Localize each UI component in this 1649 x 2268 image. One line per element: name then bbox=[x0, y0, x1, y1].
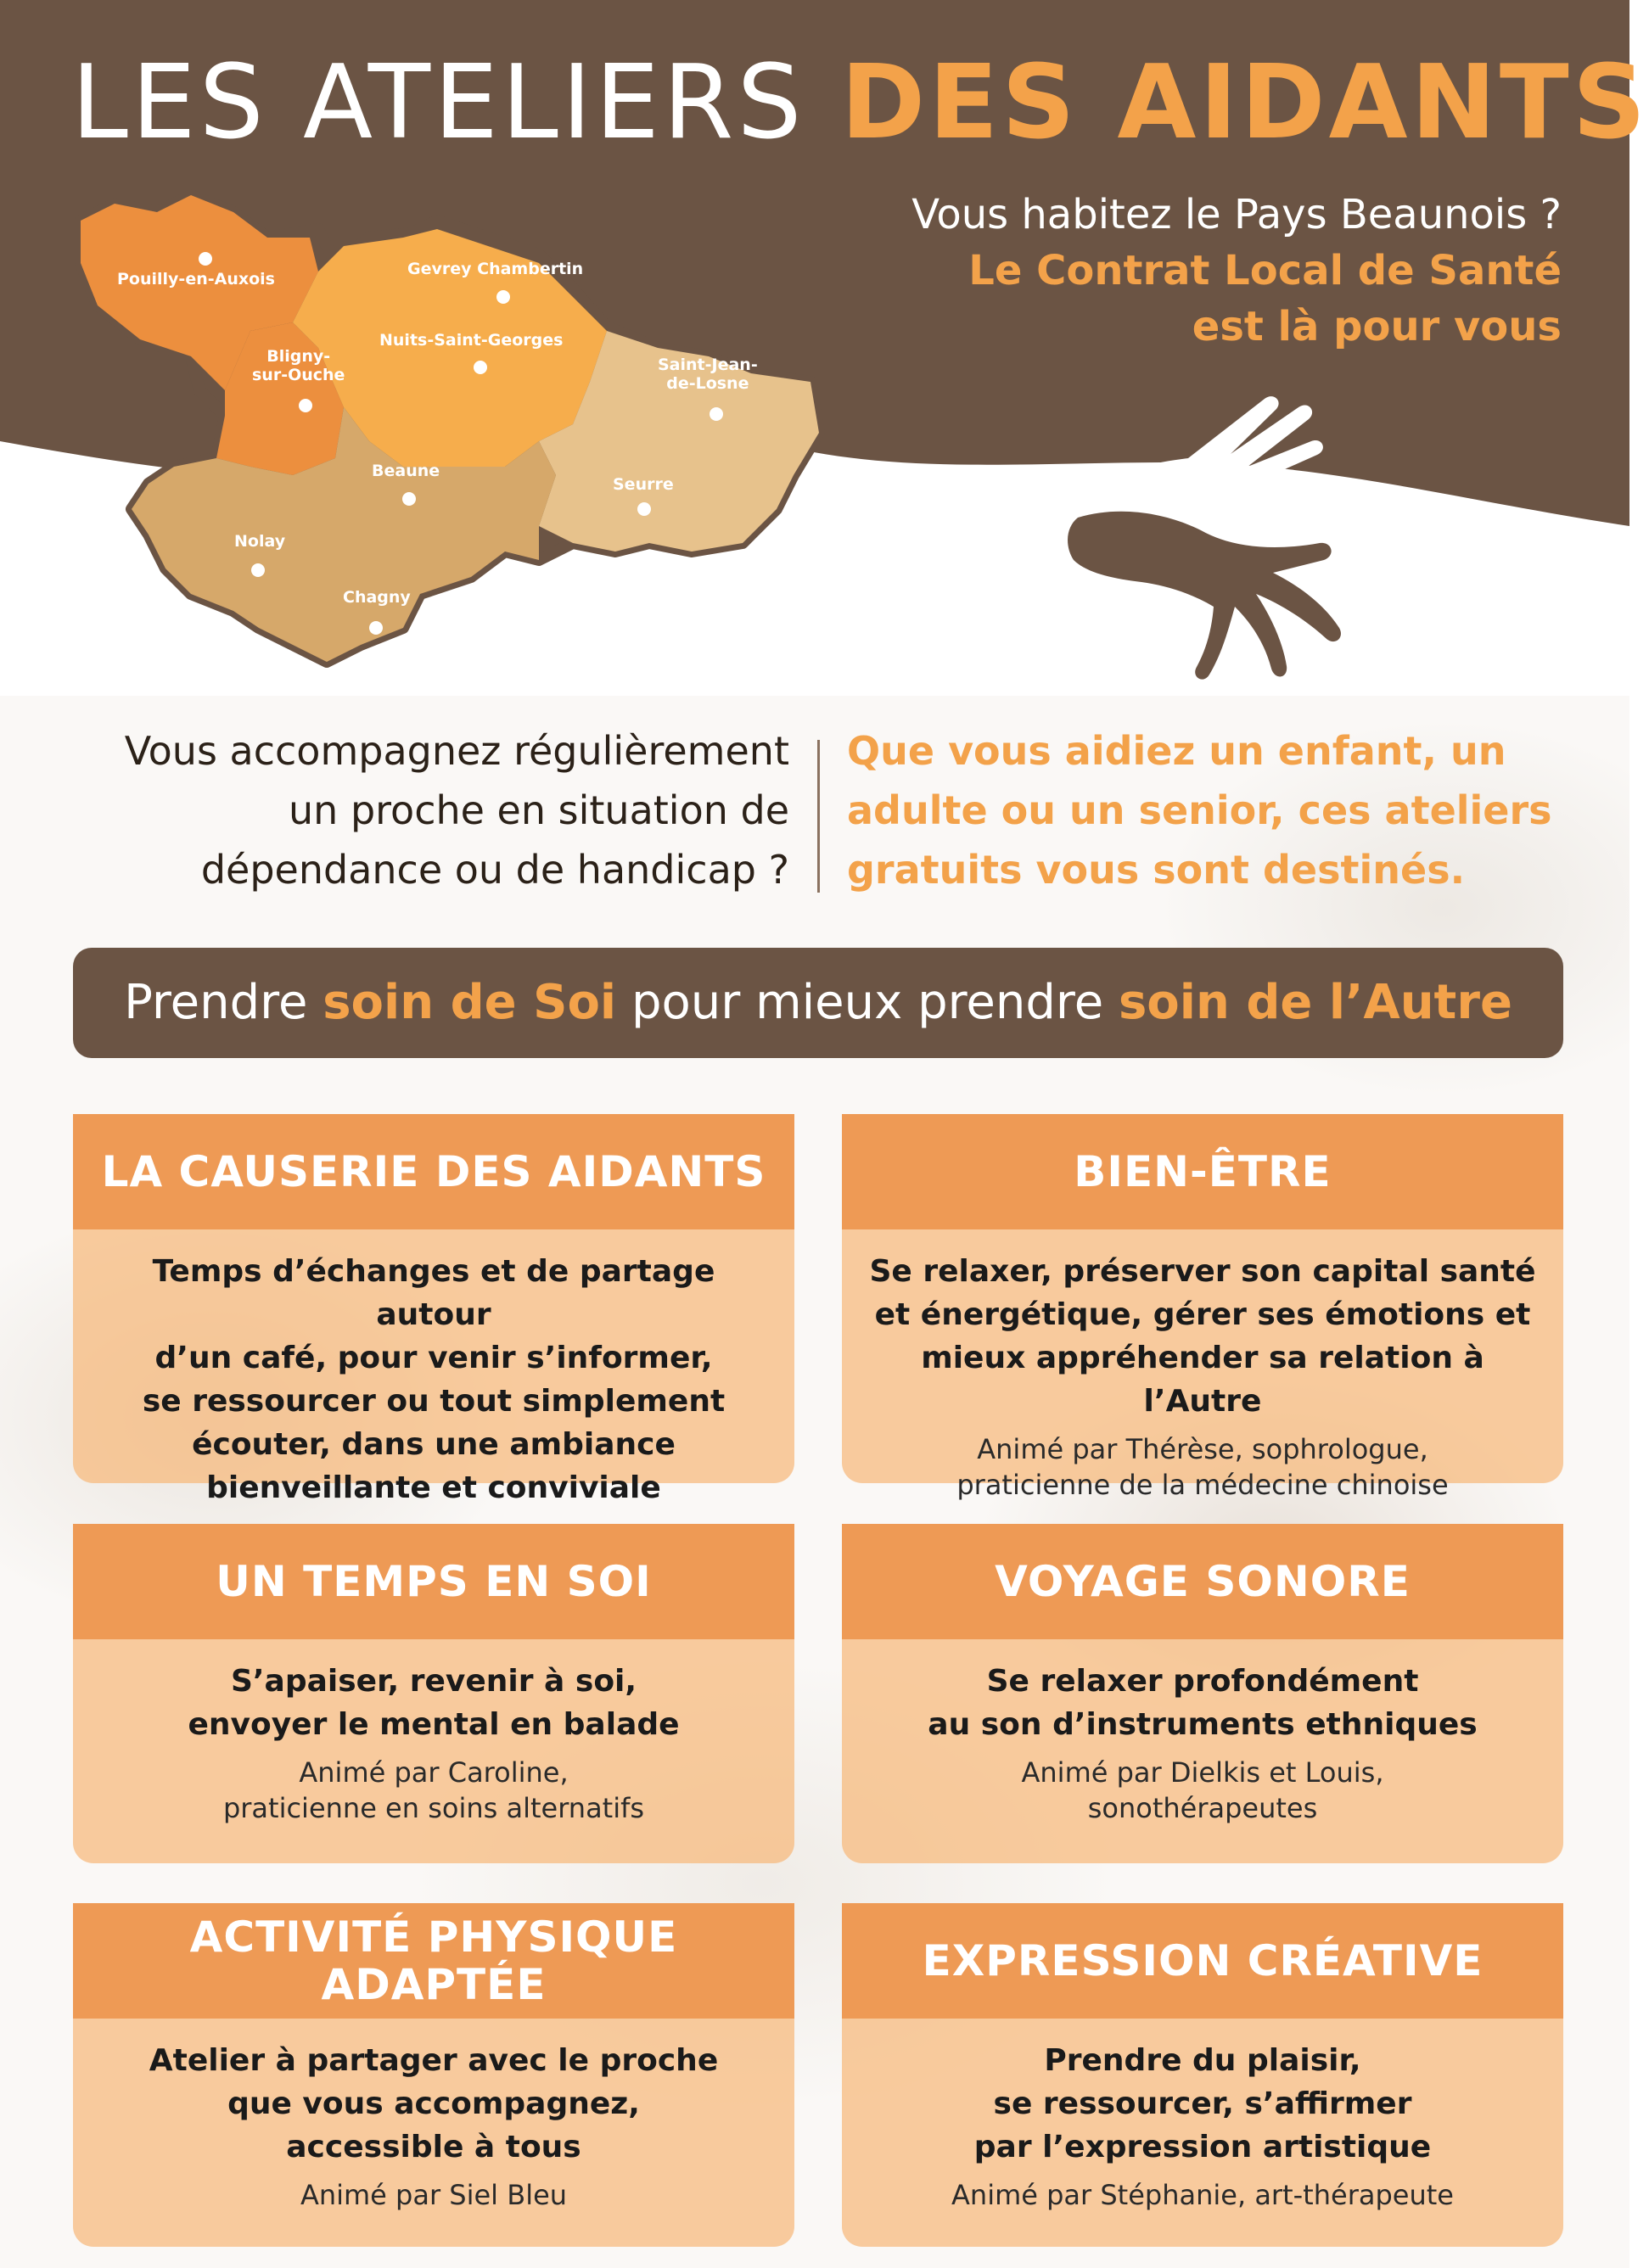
workshop-host: Animé par Caroline, praticienne en soins alternatifs bbox=[222, 1756, 645, 1824]
workshop-description: Temps d’échanges et de partage autour d’un café, pour venir s’informer, se ressourcer ou tout simplement écouter, dans une ambiance bienveillante et conviviale bbox=[142, 1254, 726, 1505]
slogan-part-2: pour mieux prendre bbox=[616, 975, 1119, 1030]
workshop-body bbox=[73, 1639, 794, 1826]
page-title bbox=[71, 44, 1649, 163]
town-label-beaune: Beaune bbox=[372, 462, 440, 480]
tagline bbox=[798, 187, 1562, 355]
town-label-pouilly: Pouilly-en-Auxois bbox=[117, 270, 275, 288]
slogan-accent-2: soin de l’Autre bbox=[1118, 975, 1512, 1030]
intro-audience bbox=[847, 721, 1577, 899]
town-dot-nuits bbox=[474, 361, 487, 374]
workshop-host: Animé par Dielkis et Louis, sonothérapeutes bbox=[1021, 1756, 1384, 1824]
intro-left-line: Vous accompagnez régulièrement bbox=[124, 728, 789, 774]
workshop-title: ACTIVITÉ PHYSIQUE ADAPTÉE bbox=[73, 1903, 794, 2019]
region-map bbox=[64, 187, 827, 679]
slogan-part-1: Prendre bbox=[124, 975, 323, 1030]
workshop-card-expression-creative bbox=[842, 1903, 1563, 2247]
slogan-banner bbox=[73, 948, 1563, 1058]
town-dot-nolay bbox=[251, 563, 265, 577]
tagline-contract-2: est là pour vous bbox=[1192, 303, 1562, 350]
slogan-accent-1: soin de Soi bbox=[323, 975, 617, 1030]
workshop-body bbox=[73, 2019, 794, 2213]
town-dot-gevrey bbox=[496, 290, 510, 304]
workshop-body bbox=[842, 1639, 1563, 1826]
workshop-body bbox=[842, 1229, 1563, 1503]
workshop-title: VOYAGE SONORE bbox=[842, 1524, 1563, 1639]
intro-right-line: Que vous aidiez un enfant, un bbox=[847, 728, 1506, 774]
town-label-chagny: Chagny bbox=[343, 588, 411, 607]
town-label-bligny: Bligny- sur-Ouche bbox=[252, 347, 345, 384]
workshop-description: S’apaiser, revenir à soi, envoyer le mental en balade bbox=[188, 1664, 680, 1742]
town-dot-beaune bbox=[402, 492, 416, 506]
intro-left-line: un proche en situation de bbox=[289, 787, 789, 833]
intro-right-line: adulte ou un senior, ces ateliers bbox=[847, 787, 1552, 833]
town-label-gevrey: Gevrey Chambertin bbox=[407, 260, 584, 278]
town-label-seurre: Seurre bbox=[613, 475, 674, 494]
workshop-host: Animé par Siel Bleu bbox=[300, 2179, 568, 2211]
workshop-card-temps-en-soi bbox=[73, 1524, 794, 1863]
title-light: LES ATELIERS bbox=[71, 44, 805, 162]
town-label-nolay: Nolay bbox=[234, 532, 286, 551]
town-dot-pouilly bbox=[199, 252, 212, 266]
workshop-card-causerie bbox=[73, 1114, 794, 1505]
workshop-body bbox=[842, 2019, 1563, 2213]
workshop-title: UN TEMPS EN SOI bbox=[73, 1524, 794, 1639]
hands-illustration bbox=[1018, 382, 1375, 687]
workshop-description: Se relaxer, préserver son capital santé et énergétique, gérer ses émotions et mieux appréhender sa relation à l’Autre bbox=[869, 1254, 1536, 1419]
workshop-title: BIEN-ÊTRE bbox=[842, 1114, 1563, 1229]
town-dot-bligny bbox=[299, 399, 312, 412]
town-dot-saint-jean bbox=[710, 407, 723, 421]
intro-divider bbox=[817, 740, 820, 893]
intro-question bbox=[51, 721, 789, 899]
workshop-title: LA CAUSERIE DES AIDANTS bbox=[73, 1114, 794, 1229]
title-bold: DES AIDANTS bbox=[840, 44, 1649, 162]
workshop-card-activite-physique bbox=[73, 1903, 794, 2247]
workshop-host: Animé par Thérèse, sophrologue, praticienne de la médecine chinoise bbox=[956, 1433, 1449, 1501]
tagline-contract-1: Le Contrat Local de Santé bbox=[968, 247, 1562, 294]
tagline-question: Vous habitez le Pays Beaunois ? bbox=[911, 191, 1562, 238]
workshop-card-voyage-sonore bbox=[842, 1524, 1563, 1863]
workshop-description: Se relaxer profondément au son d’instruments ethniques bbox=[928, 1664, 1478, 1742]
workshop-description: Atelier à partager avec le proche que vous accompagnez, accessible à tous bbox=[149, 2043, 719, 2164]
intro-left-line: dépendance ou de handicap ? bbox=[200, 847, 789, 893]
intro-right-line: gratuits vous sont destinés. bbox=[847, 847, 1466, 893]
workshop-description: Prendre du plaisir, se ressourcer, s’affirmer par l’expression artistique bbox=[973, 2043, 1432, 2164]
town-dot-chagny bbox=[369, 621, 383, 635]
workshop-card-bien-etre bbox=[842, 1114, 1563, 1501]
workshop-host: Animé par Stéphanie, art-thérapeute bbox=[951, 2179, 1454, 2211]
town-dot-seurre bbox=[637, 502, 651, 516]
workshop-title: EXPRESSION CRÉATIVE bbox=[842, 1903, 1563, 2019]
workshop-body bbox=[73, 1229, 794, 1509]
town-label-saint-jean: Saint-Jean- de-Losne bbox=[658, 356, 758, 393]
town-label-nuits: Nuits-Saint-Georges bbox=[379, 331, 564, 350]
